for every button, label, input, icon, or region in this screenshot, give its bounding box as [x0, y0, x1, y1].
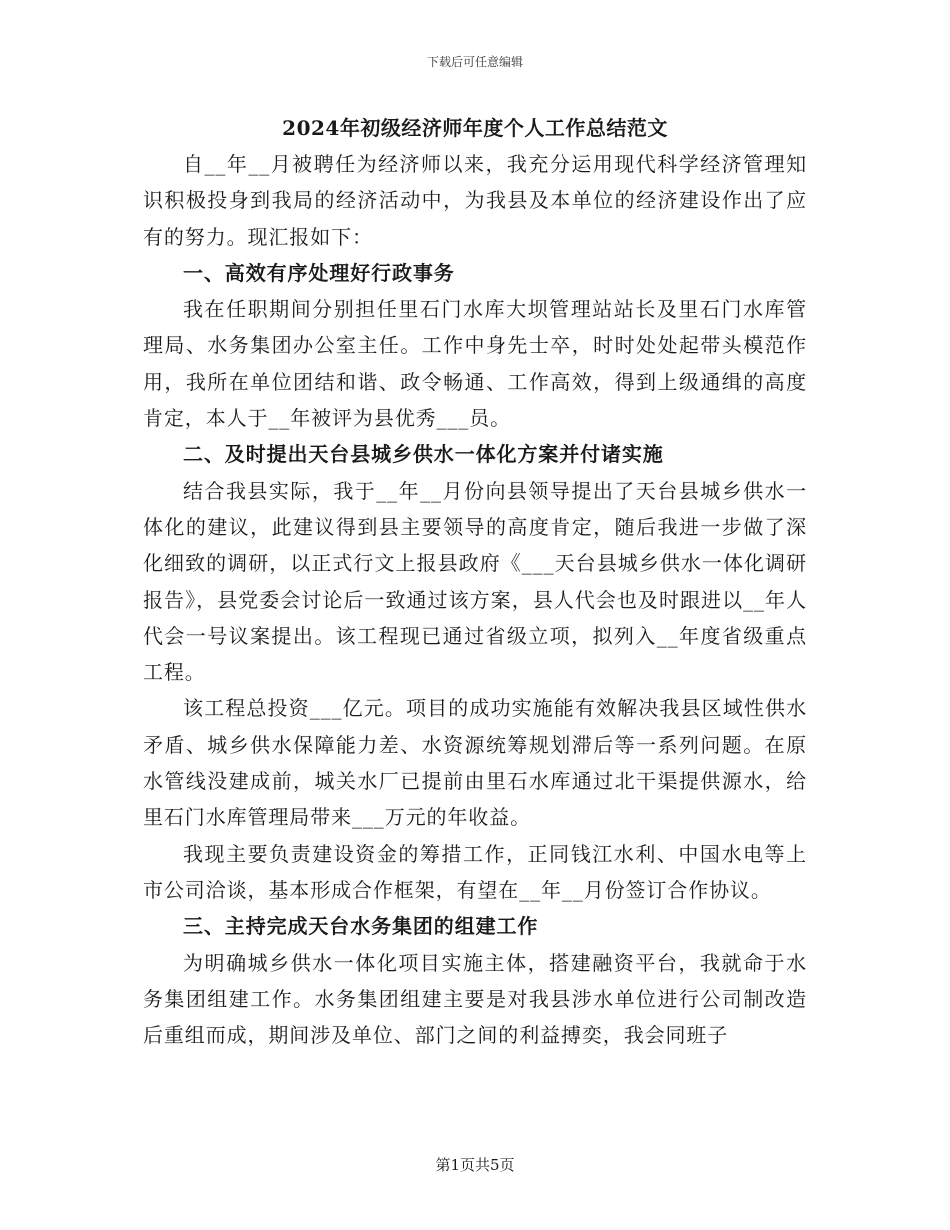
page-number: 第1页共5页 — [435, 1156, 515, 1174]
section-2-heading: 二、及时提出天台县城乡供水一体化方案并付诸实施 — [183, 442, 664, 467]
document-title: 2024年初级经济师年度个人工作总结范文 — [282, 116, 668, 140]
section-1-paragraph-1: 我在任职期间分别担任里石门水库大坝管理站站长及里石门水库管理局、水务集团办公室主任。工作中身先士卒，时时处处起带头模范作用，我所在单位团结和谐、政令畅通、工作高效，得到上级通缉的高度肯定，本人于__年被评为县优秀___员。 — [143, 297, 807, 431]
document-body — [143, 110, 807, 1053]
section-1-heading: 一、高效有序处理好行政事务 — [183, 260, 455, 285]
section-2-paragraph-2: 该工程总投资___亿元。项目的成功实施能有效解决我县区域性供水矛盾、城乡供水保障能力差、水资源统筹规划滞后等一系列问题。在原水管线没建成前，城关水厂已提前由里石水库通过北干渠提供源水，给里石门水库管理局带来___万元的年收益。 — [143, 696, 807, 830]
section-3-heading: 三、主持完成天台水务集团的组建工作 — [183, 914, 539, 939]
intro-paragraph: 自__年__月被聘任为经济师以来，我充分运用现代科学经济管理知识积极投身到我局的经济活动中，为我县及本单位的经济建设作出了应有的努力。现汇报如下： — [143, 152, 807, 249]
section-2-paragraph-3: 我现主要负责建设资金的筹措工作，正同钱江水利、中国水电等上市公司洽谈，基本形成合作框架，有望在__年__月份签订合作协议。 — [143, 841, 807, 902]
section-2-paragraph-1: 结合我县实际，我于__年__月份向县领导提出了天台县城乡供水一体化的建议，此建议得到县主要领导的高度肯定，随后我进一步做了深化细致的调研，以正式行文上报县政府《___天台县城乡供水一体化调研报告》，县党委会讨论后一致通过该方案，县人代会也及时跟进以__年人代会一号议案提出。该工程现已通过省级立项，拟列入__年度省级重点工程。 — [143, 478, 807, 685]
section-3-paragraph-1: 为明确城乡供水一体化项目实施主体，搭建融资平台，我就命于水务集团组建工作。水务集团组建主要是对我县涉水单位进行公司制改造后重组而成，期间涉及单位、部门之间的利益搏奕，我会同班子 — [143, 950, 807, 1048]
header-note: 下载后可任意编辑 — [426, 55, 523, 69]
